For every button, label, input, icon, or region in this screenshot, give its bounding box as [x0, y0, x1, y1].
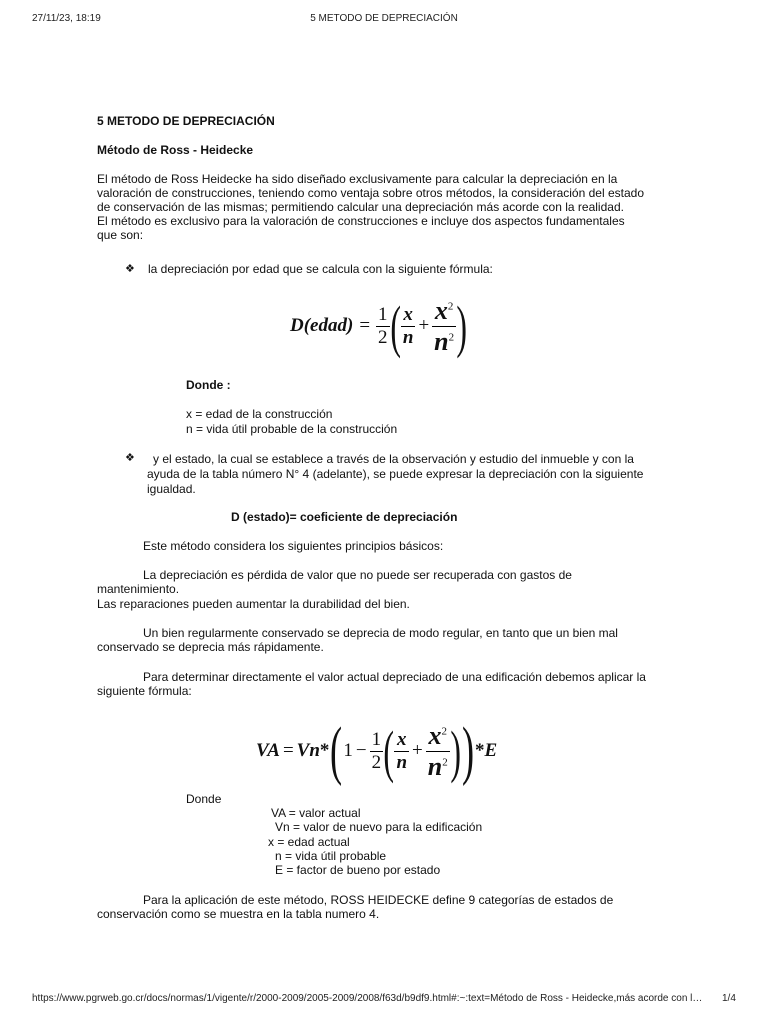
formula2-e: E [484, 740, 498, 761]
principle1-line: mantenimiento. [97, 582, 180, 596]
formula1-half [376, 304, 390, 349]
formula1-lhs: D(edad) [290, 315, 354, 336]
formula2-intro-line: siguiente fórmula: [97, 684, 192, 698]
formula2-inner-open-paren: ( [383, 718, 395, 784]
formula2-half-one: 1 [371, 728, 382, 750]
formula1-plus: + [418, 315, 430, 336]
formula1-exp-bottom: 2 [448, 330, 455, 343]
formula2-intro-line: Para determinar directamente el valor actual depreciado de una edificación debemos aplicar la [143, 670, 646, 684]
definitions-age [186, 407, 397, 437]
formula2-eq: = [282, 740, 294, 761]
diamond-bullet-icon: ❖ [125, 452, 135, 464]
intro-paragraph [97, 172, 670, 242]
formula1-x2-over-n2 [432, 296, 456, 357]
method-subheading: Método de Ross - Heidecke [97, 143, 254, 157]
closing-line: Para la aplicación de este método, ROSS HEIDECKE define 9 categorías de estados de [143, 893, 614, 907]
formula1-one: 1 [378, 303, 388, 325]
formula2-plus: + [412, 740, 423, 761]
formula1-x-sq: x [434, 295, 448, 325]
formula2-outer-close-paren: ) [461, 714, 475, 787]
donde-label: Donde : [186, 378, 231, 392]
intro-line: El método es exclusivo para la valoración de construcciones e incluye dos aspectos fundamentales [97, 214, 625, 228]
donde2-label: Donde [186, 792, 222, 806]
principle-2: Las reparaciones pueden aumentar la durabilidad del bien. [97, 597, 410, 611]
print-datetime: 27/11/23, 18:19 [32, 13, 101, 24]
bullet2-line: igualdad. [147, 482, 196, 496]
formula2-inner-close-paren: ) [450, 718, 461, 784]
intro-line: valoración de construcciones, teniendo como ventaja sobre otros métodos, la consideración del estado [97, 186, 644, 200]
formula2-x-over-n [394, 729, 409, 774]
principle3-line: Un bien regularmente conservado se deprecia de modo regular, en tanto que un bien mal [143, 626, 618, 640]
formula2-n-sq: n [427, 751, 443, 781]
formula2-exp-top: 2 [441, 724, 447, 737]
principle-3 [97, 626, 670, 654]
formula1-x-over-n [401, 304, 416, 349]
formula2-exp-bottom: 2 [442, 755, 448, 768]
definition-e: E = factor de bueno por estado [275, 863, 441, 878]
definition-n: n = vida útil probable de la construcción [186, 422, 398, 436]
principle1-line: La depreciación es pérdida de valor que no puede ser recuperada con gastos de [143, 568, 572, 582]
intro-line: El método de Ross Heidecke ha sido diseñado exclusivamente para calcular la depreciación en la [97, 172, 618, 186]
formula2-minus: − [355, 740, 367, 761]
definition-n-vida: n = vida útil probable [275, 848, 387, 863]
formula1-x: x [403, 303, 413, 325]
intro-line: de conservación de las mismas; permitiendo calcular una depreciación más acorde con la realidad. [97, 200, 624, 214]
formula2-one: 1 [343, 740, 353, 761]
formula1-exp-top: 2 [447, 299, 454, 312]
formula2-x-sq: x [428, 720, 442, 750]
formula-current-value [256, 712, 497, 790]
closing-line: conservación como se muestra en la tabla numero 4. [97, 907, 380, 921]
bullet2-line: y el estado, la cual se establece a través de la observación y estudio del inmueble y con la [153, 452, 634, 466]
print-title: 5 METODO DE DEPRECIACIÓN [310, 13, 458, 24]
formula1-close-paren: ) [456, 293, 468, 359]
formula-age-depreciation [290, 290, 467, 362]
formula2-x: x [396, 728, 407, 750]
intro-line: que son: [97, 228, 144, 242]
print-url: https://www.pgrweb.go.cr/docs/normas/1/vigente/r/2000-2009/2005-2009/2008/f63d/b9df9.html#:~:text=Método de Ross - Heidecke,más acorde con l… [32, 993, 703, 1004]
formula1-open-paren: ( [389, 293, 401, 359]
formula2-star: * [319, 740, 330, 761]
formula2-intro [97, 670, 670, 698]
formula1-n: n [402, 326, 414, 348]
formula2-half-two: 2 [371, 751, 382, 773]
state-equation: D (estado)= coeficiente de depreciación [231, 510, 458, 524]
definitions-value [268, 806, 482, 877]
formula2-lhs: VA [256, 740, 280, 761]
bullet-age-text: la depreciación por edad que se calcula con la siguiente fórmula: [148, 262, 493, 276]
definition-x-actual: x = edad actual [268, 834, 350, 849]
definition-x: x = edad de la construcción [186, 407, 333, 421]
bullet2-line: ayuda de la tabla número N° 4 (adelante), se puede expresar la depreciación con la siguiente [147, 467, 644, 481]
formula1-n-sq: n [434, 326, 449, 356]
definition-va: VA = valor actual [271, 806, 361, 820]
formula2-n: n [396, 751, 408, 773]
closing-paragraph [97, 893, 670, 921]
print-page-number: 1/4 [722, 993, 736, 1004]
formula2-x2-over-n2 [426, 721, 450, 782]
bullet-state-text [147, 452, 670, 497]
formula2-star-2: * [475, 740, 485, 761]
principles-intro: Este método considera los siguientes principios básicos: [143, 539, 444, 553]
principle-1 [97, 568, 670, 596]
diamond-bullet-icon: ❖ [125, 263, 135, 275]
formula1-two: 2 [378, 326, 388, 348]
section-heading: 5 METODO DE DEPRECIACIÓN [97, 114, 275, 128]
principle3-line: conservado se deprecia más rápidamente. [97, 640, 324, 654]
formula2-half [370, 729, 384, 774]
formula1-eq: = [359, 315, 371, 336]
formula2-vn: Vn [296, 740, 320, 761]
formula2-outer-open-paren: ( [330, 714, 343, 787]
definition-vn: Vn = valor de nuevo para la edificación [275, 820, 483, 835]
